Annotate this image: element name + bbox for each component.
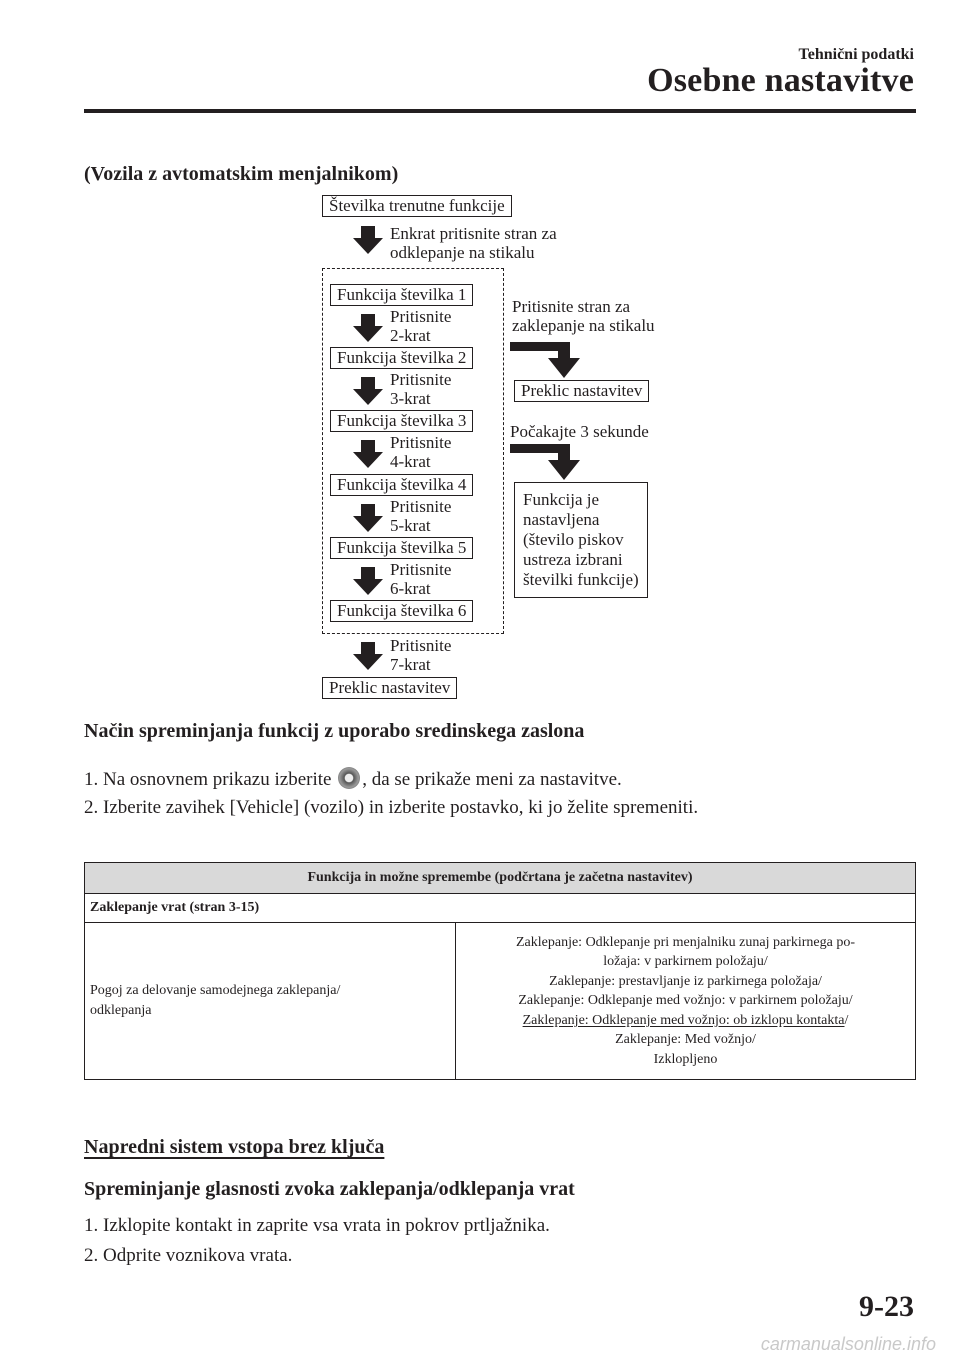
option-line: Zaklepanje: prestavljanje iz parkirnega položaja/ bbox=[549, 973, 822, 989]
press-label-2a: Pritisnite bbox=[390, 307, 452, 326]
function-set-line2: nastavljena bbox=[523, 510, 600, 529]
press-label-7a: Pritisnite bbox=[390, 636, 452, 655]
function-box-4: Funkcija številka 4 bbox=[330, 474, 473, 496]
press-label-4b: 4-krat bbox=[390, 452, 431, 471]
press-label-7b: 7-krat bbox=[390, 655, 431, 674]
function-set-line4: ustreza izbrani bbox=[523, 550, 623, 569]
down-arrow-icon bbox=[353, 642, 383, 670]
row-label-cell bbox=[85, 923, 456, 1080]
function-set-line1: Funkcija je bbox=[523, 490, 600, 509]
default-option: Zaklepanje: Odklepanje med vožnjo: ob izklopu kontakta bbox=[522, 1012, 845, 1028]
row-label-line2: odklepanja bbox=[90, 1003, 152, 1018]
press-label-3a: Pritisnite bbox=[390, 370, 452, 389]
down-arrow-icon bbox=[353, 314, 383, 342]
lock-press-line1: Pritisnite stran za bbox=[512, 297, 631, 316]
step-2: 2. Izberite zavihek [Vehicle] (vozilo) in izberite postavko, ki jo želite spremeniti. bbox=[84, 797, 699, 818]
elbow-arrow-icon bbox=[510, 342, 590, 378]
press-label-4a: Pritisnite bbox=[390, 433, 452, 452]
press-label-2b: 2-krat bbox=[390, 326, 431, 345]
option-line: ložaja: v parkirnem položaju/ bbox=[603, 954, 768, 970]
keyless-step-2: 2. Odprite voznikova vrata. bbox=[84, 1245, 293, 1266]
watermark: carmanualsonline.info bbox=[760, 1334, 936, 1354]
option-line: Zaklepanje: Odklepanje pri menjalniku zunaj parkirnega po- bbox=[516, 934, 855, 950]
down-arrow-icon bbox=[353, 377, 383, 405]
press-label-6b: 6-krat bbox=[390, 579, 431, 598]
settings-table bbox=[84, 862, 916, 1080]
step-1-text-a: 1. Na osnovnem prikazu izberite bbox=[84, 769, 332, 790]
cancel-box-right: Preklic nastavitev bbox=[514, 380, 649, 402]
first-step-line2: odklepanje na stikalu bbox=[390, 243, 535, 262]
down-arrow-icon bbox=[353, 440, 383, 468]
function-box-5: Funkcija številka 5 bbox=[330, 537, 473, 559]
option-line-default: Zaklepanje: Odklepanje med vožnjo: ob izklopu kontakta/ bbox=[522, 1012, 849, 1028]
elbow-arrow-icon bbox=[510, 444, 590, 480]
wait-label: Počakajte 3 sekunde bbox=[510, 422, 649, 441]
current-function-box: Številka trenutne funkcije bbox=[322, 195, 512, 217]
table-row bbox=[85, 923, 916, 1080]
diagram-subtitle: (Vozila z avtomatskim menjalnikom) bbox=[84, 163, 399, 185]
press-label-6a: Pritisnite bbox=[390, 560, 452, 579]
option-line: Zaklepanje: Med vožnjo/ bbox=[615, 1032, 756, 1048]
table-header: Funkcija in možne spremembe (podčrtana je začetna nastavitev) bbox=[85, 863, 916, 894]
table-subheader: Zaklepanje vrat (stran 3-15) bbox=[85, 894, 916, 923]
section-heading-keyless: Napredni sistem vstopa brez ključa bbox=[84, 1136, 385, 1158]
page-title: Osebne nastavitve bbox=[647, 62, 914, 99]
step-1-text-b: , da se prikaže meni za nastavitve. bbox=[362, 769, 622, 790]
lock-press-line2: zaklepanje na stikalu bbox=[512, 316, 655, 335]
function-box-1: Funkcija številka 1 bbox=[330, 284, 473, 306]
subsection-heading: Spreminjanje glasnosti zvoka zaklepanja/odklepanja vrat bbox=[84, 1178, 575, 1200]
option-line: Zaklepanje: Odklepanje med vožnjo: v parkirnem položaju/ bbox=[518, 993, 853, 1009]
section-heading-display: Način spreminjanja funkcij z uporabo sredinskega zaslona bbox=[84, 720, 585, 742]
chapter-label: Tehnični podatki bbox=[798, 46, 914, 63]
function-box-3: Funkcija številka 3 bbox=[330, 410, 473, 432]
function-box-2: Funkcija številka 2 bbox=[330, 347, 473, 369]
keyless-step-1: 1. Izklopite kontakt in zaprite vsa vrata in pokrov prtljažnika. bbox=[84, 1215, 550, 1236]
cancel-box-bottom: Preklic nastavitev bbox=[322, 677, 457, 699]
press-label-3b: 3-krat bbox=[390, 389, 431, 408]
press-label-5a: Pritisnite bbox=[390, 497, 452, 516]
first-step-line1: Enkrat pritisnite stran za bbox=[390, 224, 557, 243]
function-set-line3: (število piskov bbox=[523, 530, 624, 549]
header-rule bbox=[84, 109, 916, 113]
settings-gear-icon bbox=[338, 767, 360, 789]
page-number: 9-23 bbox=[859, 1290, 914, 1323]
step-1 bbox=[84, 767, 622, 791]
options-cell bbox=[456, 923, 916, 1080]
down-arrow-icon bbox=[353, 567, 383, 595]
function-set-box bbox=[514, 482, 648, 598]
press-label-5b: 5-krat bbox=[390, 516, 431, 535]
down-arrow-icon bbox=[353, 226, 383, 254]
down-arrow-icon bbox=[353, 504, 383, 532]
row-label-line1: Pogoj za delovanje samodejnega zaklepanja/ bbox=[90, 983, 341, 998]
function-set-line5: številki funkcije) bbox=[523, 570, 639, 589]
function-box-6: Funkcija številka 6 bbox=[330, 600, 473, 622]
option-line: Izklopljeno bbox=[653, 1051, 718, 1067]
